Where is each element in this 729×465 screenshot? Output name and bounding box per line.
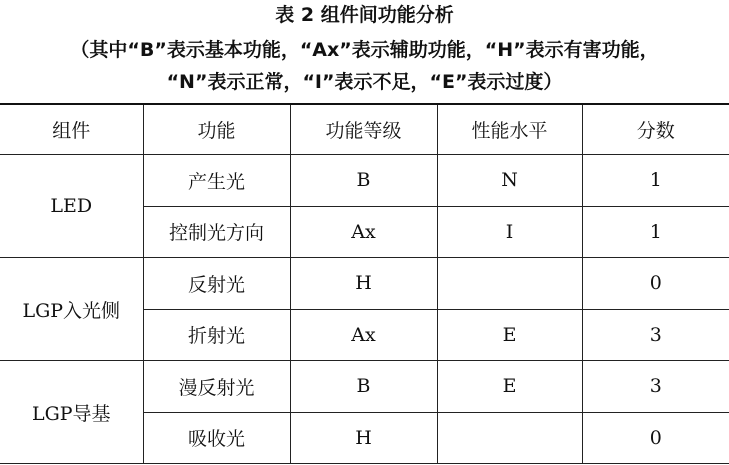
- performance-cell: N: [437, 155, 582, 207]
- legend-line-2: “N”表示正常，“I”表示不足，“E”表示过度）: [166, 71, 563, 93]
- function-cell: 产生光: [143, 155, 290, 207]
- performance-cell: [437, 412, 582, 464]
- table-row: [0, 258, 729, 310]
- score-cell: 3: [582, 361, 729, 413]
- score-cell: 0: [582, 412, 729, 464]
- level-cell: B: [290, 155, 437, 207]
- function-cell: 吸收光: [143, 412, 290, 464]
- component-cell: LGP入光侧: [0, 258, 143, 361]
- function-cell: 漫反射光: [143, 361, 290, 413]
- header-component: 组件: [0, 104, 143, 155]
- performance-cell: [437, 258, 582, 310]
- table-row: [0, 155, 729, 207]
- level-cell: H: [290, 258, 437, 310]
- component-cell: LGP导基: [0, 361, 143, 464]
- header-function-level: 功能等级: [290, 104, 437, 155]
- score-cell: 1: [582, 155, 729, 207]
- level-cell: Ax: [290, 309, 437, 361]
- score-cell: 3: [582, 309, 729, 361]
- header-performance-level: 性能水平: [437, 104, 582, 155]
- header-score: 分数: [582, 104, 729, 155]
- function-analysis-table: [0, 103, 729, 464]
- level-cell: Ax: [290, 206, 437, 258]
- score-cell: 0: [582, 258, 729, 310]
- header-function: 功能: [143, 104, 290, 155]
- table-title: 表 2 组件间功能分析: [275, 4, 454, 26]
- function-cell: 控制光方向: [143, 206, 290, 258]
- function-cell: 折射光: [143, 309, 290, 361]
- performance-cell: I: [437, 206, 582, 258]
- component-cell: LED: [0, 155, 143, 258]
- level-cell: H: [290, 412, 437, 464]
- function-cell: 反射光: [143, 258, 290, 310]
- performance-cell: E: [437, 309, 582, 361]
- table-row: [0, 361, 729, 413]
- level-cell: B: [290, 361, 437, 413]
- legend-line-1: （其中“B”表示基本功能，“Ax”表示辅助功能，“H”表示有害功能，: [70, 39, 659, 61]
- header-row: [0, 104, 729, 155]
- performance-cell: E: [437, 361, 582, 413]
- score-cell: 1: [582, 206, 729, 258]
